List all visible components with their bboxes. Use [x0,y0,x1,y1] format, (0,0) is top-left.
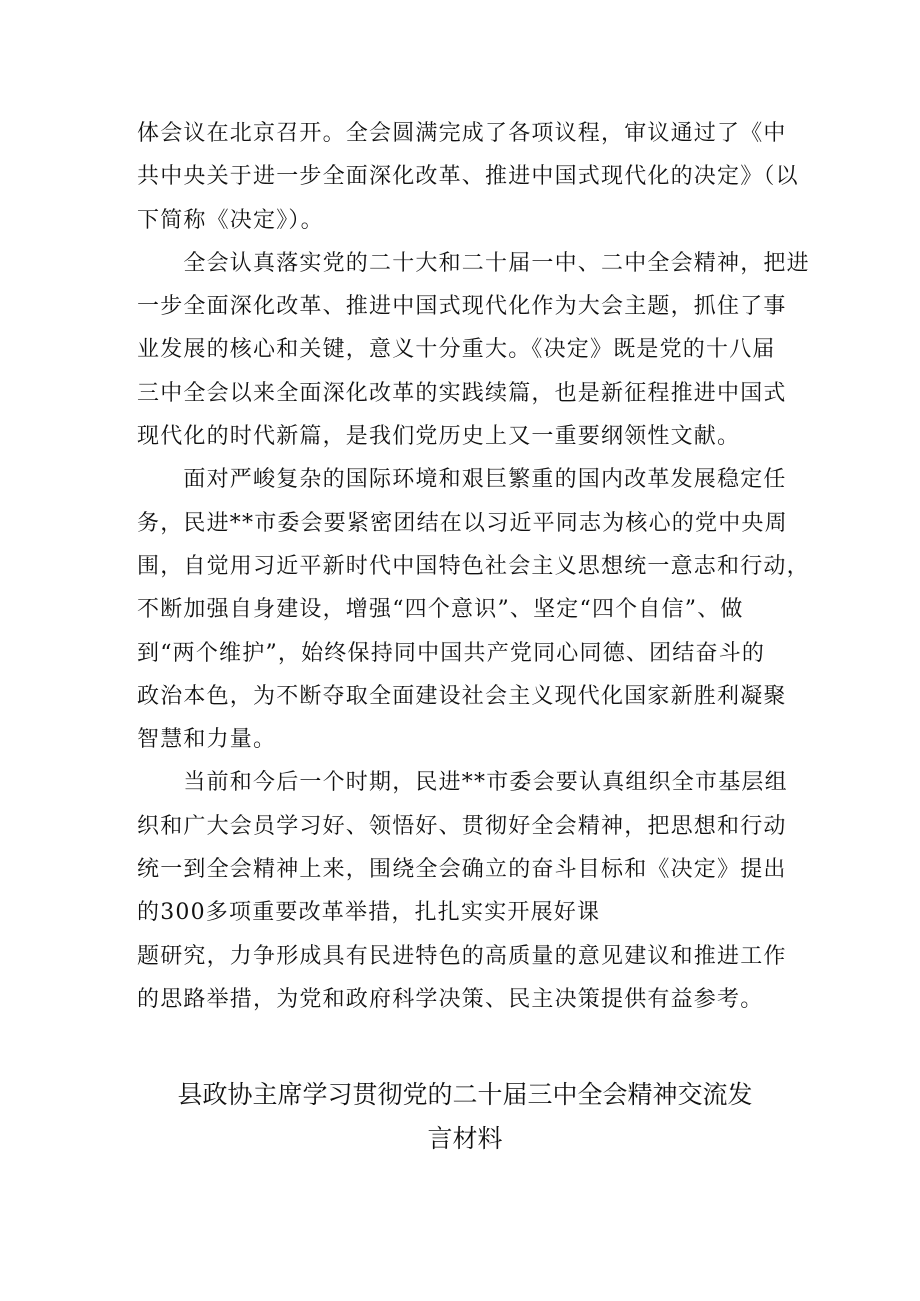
body-line: 统一到全会精神上来，围绕全会确立的奋斗目标和《决定》提出 [137,857,787,883]
body-line: 体会议在北京召开。全会圆满完成了各项议程，审议通过了《中 [137,121,787,146]
body-line: 共中央关于进一步全面深化改革、推进中国式现代化的决定》（以 [137,164,799,190]
body-line: 不断加强自身建设，增强“四个意识”、坚定“四个自信”、做 [137,597,744,623]
body-line: 织和广大会员学习好、领悟好、贯彻好全会精神，把思想和行动 [137,813,787,839]
section-title-line: 言材料 [427,1124,503,1153]
body-line: 全会认真落实党的二十大和二十届一中、二中全会精神，把进 [137,250,810,276]
body-line: 的300多项重要改革举措，扎扎实实开展好课 [137,900,601,926]
body-line: 的思路举措，为党和政府科学决策、民主决策提供有益参考。 [137,986,764,1012]
body-line: 一步全面深化改革、推进中国式现代化作为大会主题，抓住了事 [137,294,787,320]
section-title-line: 县政协主席学习贯彻党的二十届三中全会精神交流发 [177,1080,753,1109]
section-title [140,1073,790,1161]
body-line: 现代化的时代新篇，是我们党历史上又一重要纲领性文献。 [137,424,741,450]
body-line: 业发展的核心和关键，意义十分重大。《决定》既是党的十八届 [137,337,776,363]
body-text [137,112,810,1021]
body-line: 智慧和力量。 [137,727,277,753]
body-line: 围，自觉用习近平新时代中国特色社会主义思想统一意志和行动， [137,553,810,579]
body-line: 题研究，力争形成具有民进特色的高质量的意见建议和推进工作 [137,943,787,969]
body-line: 到“两个维护”，始终保持同中国共产党同心同德、团结奋斗的 [137,640,766,666]
body-line: 当前和今后一个时期，民进**市委会要认真组织全市基层组 [137,770,788,796]
body-line: 三中全会以来全面深化改革的实践续篇，也是新征程推进中国式 [137,380,787,406]
body-line: 政治本色，为不断夺取全面建设社会主义现代化国家新胜利凝聚 [137,683,787,709]
body-line: 面对严峻复杂的国际环境和艰巨繁重的国内改革发展稳定任 [137,467,787,493]
body-line: 下简称《决定》）。 [137,207,324,233]
body-line: 务，民进**市委会要紧密团结在以习近平同志为核心的党中央周 [137,510,788,536]
